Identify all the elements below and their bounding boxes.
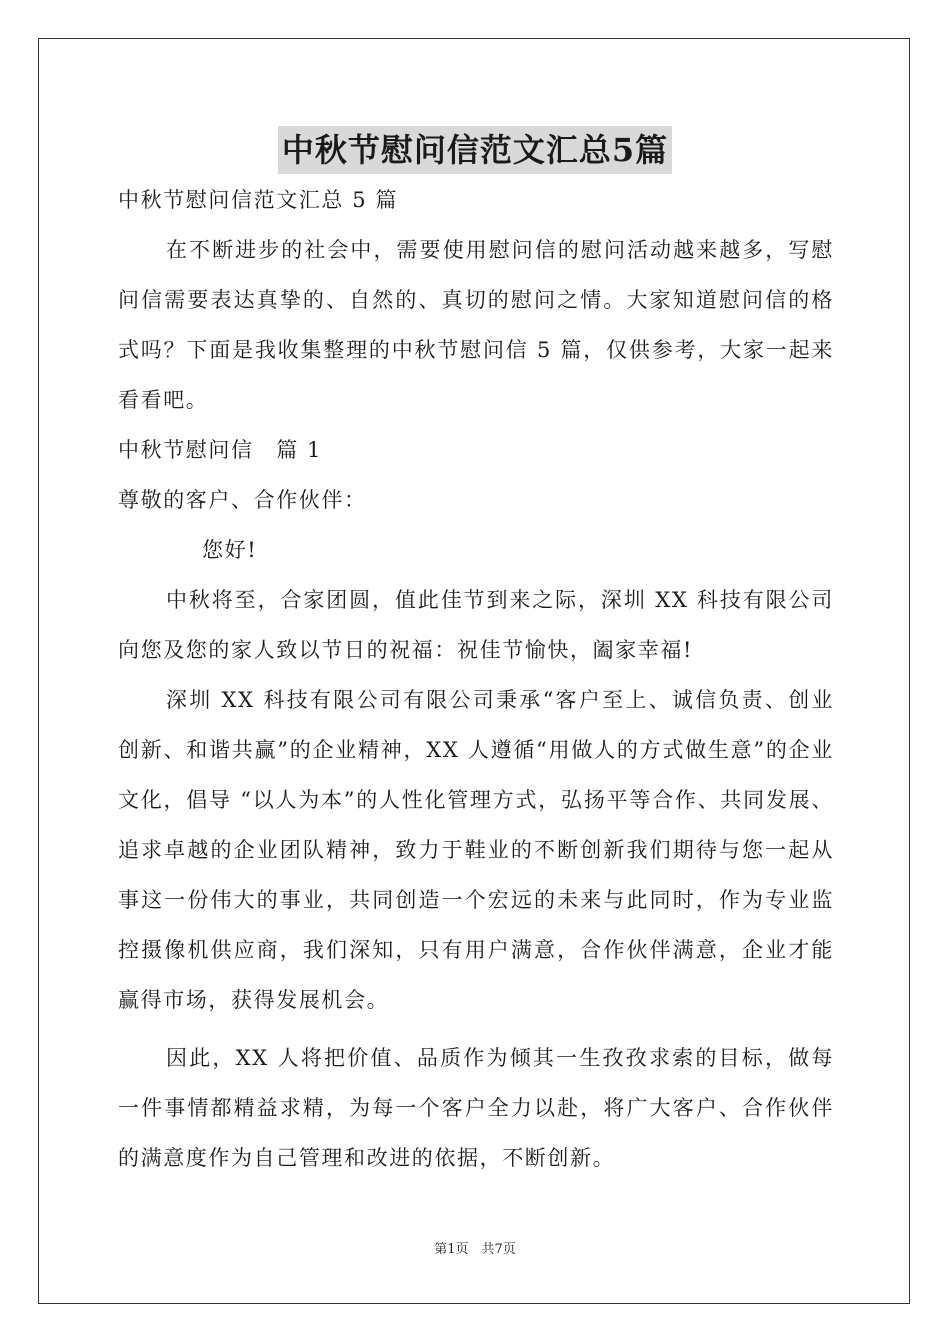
letter-salutation: 尊敬的客户、合作伙伴：: [118, 488, 367, 512]
document-title: 中秋节慰问信范文汇总5篇: [278, 126, 672, 174]
title-area: [0, 126, 950, 174]
letter-paragraph: 中秋将至，合家团圆，值此佳节到来之际，深圳 XX 科技有限公司向您及您的家人致以节日的祝福：祝佳节愉快，阖家幸福!: [118, 588, 834, 662]
letter-paragraph: 因此，XX 人将把价值、品质作为倾其一生孜孜求索的目标，做每一件事情都精益求精，为每一个客户全力以赴，将广大客户、合作伙伴的满意度作为自己管理和改进的依据，不断创新。: [118, 1046, 834, 1170]
intro-paragraph: 在不断进步的社会中，需要使用慰问信的慰问活动越来越多，写慰问信需要表达真挚的、自然的、真切的慰问之情。大家知道慰问信的格式吗？下面是我收集整理的中秋节慰问信 5 篇，仅供参考，大家一起来看看吧。: [118, 238, 834, 412]
document-body: [118, 175, 834, 1183]
letter-paragraph: 深圳 XX 科技有限公司有限公司秉承“客户至上、诚信负责、创业创新、和谐共赢”的企业精神，XX 人遵循“用做人的方式做生意”的企业文化，倡导 “以人为本”的人性化管理方式，弘扬平等合作、共同发展、追求卓越的企业团队精神，致力于鞋业的不断创新我们期待与您一起从事这一份伟大的事业，共同创造一个宏远的未来与此同时，作为专业监控摄像机供应商，我们深知，只有用户满意，合作伙伴满意，企业才能赢得市场，获得发展机会。: [118, 688, 834, 1012]
page-footer: [0, 1238, 950, 1257]
letter-greeting: 您好!: [202, 538, 258, 562]
page-number: 第1页 共7页: [434, 1242, 516, 1257]
document-subtitle: 中秋节慰问信范文汇总 5 篇: [118, 188, 399, 212]
section-heading: 中秋节慰问信 篇 1: [118, 438, 323, 462]
